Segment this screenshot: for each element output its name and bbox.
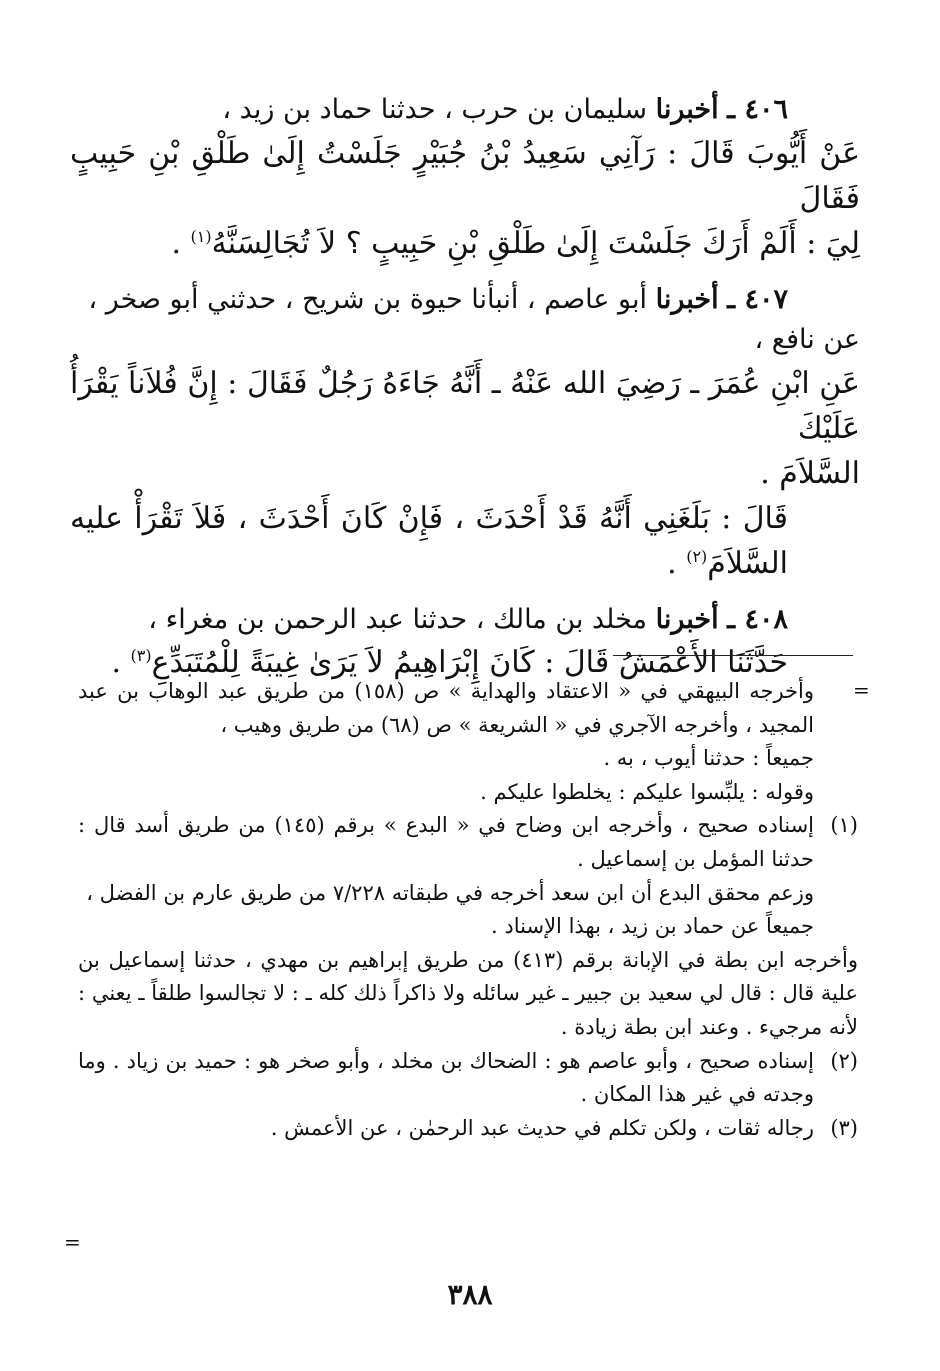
isnad-text: سليمان بن حرب ، حدثنا حماد بن زيد ، xyxy=(222,94,656,125)
footnote-body: إسناده صحيح ، وأبو عاصم هو : الضحاك بن مخلد ، وأبو صخر هو : حميد بن زياد . وما وجدته في غير هذا المكان . xyxy=(78,1048,814,1107)
footnote-1-continued xyxy=(78,944,858,1045)
footnote-body: رجاله ثقات ، ولكن تكلم في حديث عبد الرحمٰن ، عن الأعمش . xyxy=(270,1115,814,1140)
footnote-3 xyxy=(78,1112,858,1146)
isnad-text: أبو عاصم ، أنبأنا حيوة بن شريح ، حدثني أبو صخر ، xyxy=(88,283,656,315)
line-end: . xyxy=(111,645,131,680)
page-number: ٣٨٨ xyxy=(447,1278,493,1311)
footnote-body xyxy=(78,675,814,809)
footnote-number: (٢) xyxy=(830,1048,858,1073)
matn-text: قَالَ : بَلَغَنِي أَنَّهُ قَدْ أَحْدَثَ ، فَإِنْ كَانَ أَحْدَثَ ، فَلاَ تَقْرَأْ عليه السَّلاَمَ xyxy=(70,500,788,581)
hadith-408-line-1 xyxy=(70,600,860,641)
hadith-407-line-3: عَنِ ابْنِ عُمَرَ ـ رَضِيَ الله عَنْهُ ـ أَنَّهُ جَاءَهُ رَجُلٌ فَقَالَ : إِنَّ فُلاَناً يَقْرَأُ عَلَيْكَ xyxy=(70,365,860,446)
hadith-406-line-1 xyxy=(70,90,860,131)
isnad-keyword: أخبرنا xyxy=(655,603,719,635)
hadith-407-line-5 xyxy=(70,496,860,586)
footnote-ref: (١) xyxy=(190,226,212,246)
hadith-406-line-3 xyxy=(70,221,860,266)
footnote-para: إسناده صحيح ، وأخرجه ابن وضاح في « البدع » برقم (١٤٥) من طريق أسد قال : حدثنا المؤمل بن إسماعيل . xyxy=(78,813,814,871)
footnote-para: وقوله : يلبِّسوا عليكم : يخلطوا عليكم . xyxy=(480,779,814,804)
footnote-1 xyxy=(78,809,858,943)
footnote-para: جميعاً عن حماد بن زيد ، بهذا الإسناد . xyxy=(491,914,814,939)
hadith-text xyxy=(70,90,860,685)
hadith-number: ٤٠٨ ـ xyxy=(727,603,788,635)
hadith-406-line-2: عَنْ أَيُّوبَ قَالَ : رَآنِي سَعِيدُ بْنُ جُبَيْرٍ جَلَسْتُ إِلَىٰ طَلْقِ بْنِ حَبِيبٍ فَقَالَ xyxy=(70,135,860,216)
continuation-mark: = xyxy=(64,1230,81,1254)
hadith-407-line-2: عن نافع ، xyxy=(754,324,860,355)
hadith-number: ٤٠٧ ـ xyxy=(727,283,788,315)
footnote-number: (١) xyxy=(830,813,858,838)
isnad-keyword: أخبرنا xyxy=(655,94,719,125)
footnote-number: (٣) xyxy=(830,1115,858,1140)
matn-text: لِيَ : أَلَمْ أَرَكَ جَلَسْتَ إِلَىٰ طَلْقِ بْنِ حَبِيبٍ ؟ لاَ تُجَالِسَنَّهُ xyxy=(211,225,860,261)
continuation-mark: = xyxy=(853,678,870,702)
footnotes xyxy=(78,675,858,1145)
footnote-para: وزعم محقق البدع أن ابن سعد أخرجه في طبقاته ٧/٢٢٨ من طريق عارم بن الفضل ، xyxy=(86,880,814,905)
footnote-body xyxy=(78,809,814,943)
isnad-keyword: أخبرنا xyxy=(655,283,719,315)
footnote-ref: (٣) xyxy=(130,646,152,665)
footnote-2 xyxy=(78,1045,858,1112)
footnote-continued xyxy=(78,675,858,809)
footnote-para: جميعاً : حدثنا أيوب ، به . xyxy=(603,746,814,771)
matn-text: حَدَّثَنَا الأَعْمَشُ قَالَ : كَانَ إِبْرَاهِيمُ لاَ يَرَىٰ غِيبَةً لِلْمُتَبَدِّعِ xyxy=(151,645,788,680)
footnote-body: وأخرجه ابن بطة في الإبانة برقم (٤١٣) من طريق إبراهيم بن مهدي ، حدثنا إسماعيل بن علية قال : قال لي سعيد بن جبير ـ غير سائله ولا ذاكراً ذلك كله ـ : لا تجالسوا طلقاً ـ يعني : لأنه مرجيء . وعند ابن بطة زيادة . xyxy=(78,947,858,1039)
footnote-para: وأخرجه البيهقي في « الاعتقاد والهداية » ص (١٥٨) من طريق عبد الوهاب بن عبد المجيد ، وأخرجه الآجري في « الشريعة » ص (٦٨) من طريق وهيب ، xyxy=(78,679,814,737)
line-end: . xyxy=(171,225,191,261)
hadith-407-line-4: السَّلاَمَ . xyxy=(760,455,860,491)
isnad-text: مخلد بن مالك ، حدثنا عبد الرحمن بن مغراء ، xyxy=(148,603,656,635)
footnote-ref: (٢) xyxy=(686,546,708,566)
hadith-407-line-1 xyxy=(70,280,860,321)
hadith-number: ٤٠٦ ـ xyxy=(727,94,788,125)
footnote-separator xyxy=(613,655,853,656)
line-end: . xyxy=(667,545,687,581)
